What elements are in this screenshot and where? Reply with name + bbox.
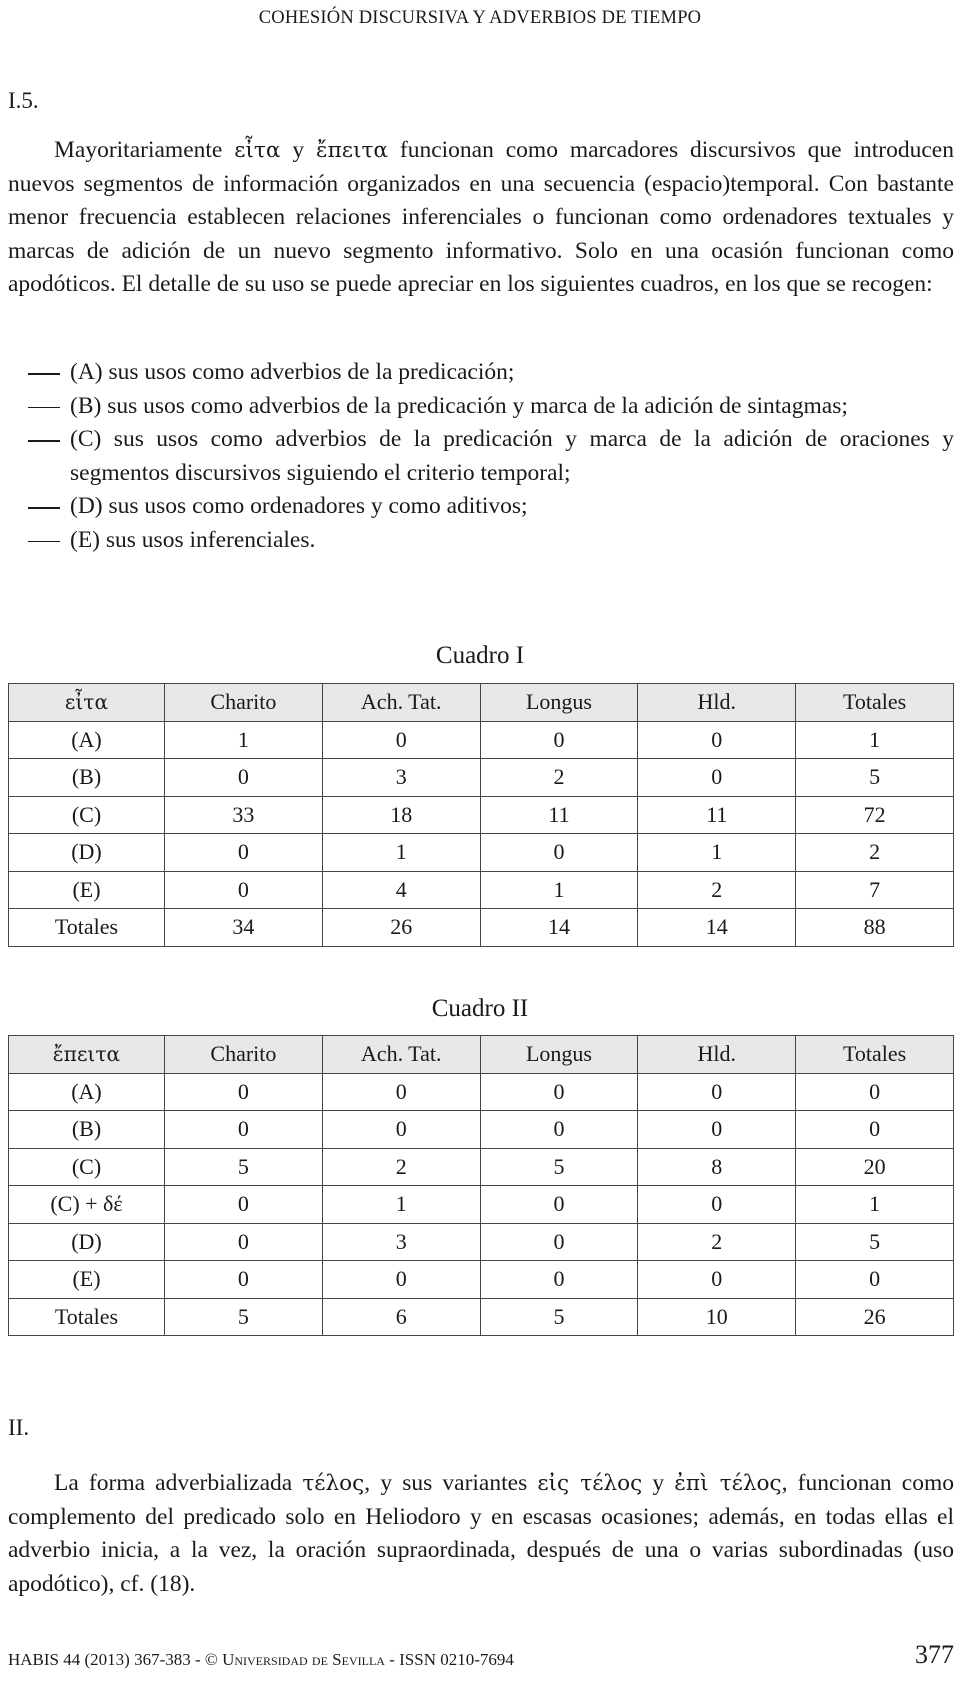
section-number: I.5. xyxy=(8,88,39,113)
table-cell: 0 xyxy=(480,721,638,759)
table-cell: (E) xyxy=(9,1261,165,1299)
table-cell: 0 xyxy=(480,1111,638,1149)
list-item-text: (C) sus usos como adverbios de la predicación y marca de la adición de oraciones y segmentos discursivos siguiendo el criterio temporal; xyxy=(70,426,954,486)
table-row xyxy=(9,1148,954,1186)
table-cell: (B) xyxy=(9,759,165,797)
table-cell: 0 xyxy=(165,834,323,872)
table-cell: 1 xyxy=(796,1186,954,1224)
table-cell: 8 xyxy=(638,1148,796,1186)
header-cell: Hld. xyxy=(638,684,796,722)
list-item-text: (A) sus usos como adverbios de la predicación; xyxy=(70,359,515,385)
para-text: La forma adverbializada xyxy=(54,1470,303,1496)
greek-term: ἔπειτα xyxy=(315,138,388,163)
dash-mark xyxy=(28,507,60,509)
table-cell: 1 xyxy=(165,721,323,759)
table-cell: 0 xyxy=(165,1073,323,1111)
table-cell: 5 xyxy=(480,1148,638,1186)
table-cell: (A) xyxy=(9,721,165,759)
dash-mark xyxy=(28,407,60,409)
table-cell: 5 xyxy=(480,1298,638,1336)
table-cell: 0 xyxy=(165,1186,323,1224)
table-header-row xyxy=(9,684,954,722)
intro-paragraph xyxy=(8,134,954,302)
table-cell: 0 xyxy=(638,1186,796,1224)
section2-paragraph xyxy=(8,1467,954,1601)
table-cell: 2 xyxy=(638,871,796,909)
table-cell: 0 xyxy=(638,721,796,759)
table-caption: Cuadro I xyxy=(435,642,525,669)
table-cell: 2 xyxy=(322,1148,480,1186)
table-cell: 14 xyxy=(638,909,796,947)
table-header-row xyxy=(9,1036,954,1074)
para-text: Mayoritariamente xyxy=(54,137,235,163)
table-cell: (D) xyxy=(9,834,165,872)
greek-term: τέλος xyxy=(302,1471,365,1496)
table-cell: 0 xyxy=(322,1073,480,1111)
list-item xyxy=(8,356,954,390)
table-cell: 1 xyxy=(322,834,480,872)
list-item xyxy=(8,490,954,524)
header-cell: Ach. Tat. xyxy=(322,684,480,722)
greek-term: ἐπὶ τέλος xyxy=(674,1471,782,1496)
table-cell: 0 xyxy=(165,871,323,909)
table-cell: 1 xyxy=(480,871,638,909)
table-cell: Totales xyxy=(9,909,165,947)
table-cell: 10 xyxy=(638,1298,796,1336)
table-caption: Cuadro II xyxy=(431,995,529,1022)
table-cell: Totales xyxy=(9,1298,165,1336)
dash-mark xyxy=(28,541,60,543)
greek-term: εἰς τέλος xyxy=(537,1471,643,1496)
table-cell: (D) xyxy=(9,1223,165,1261)
table-cell: 0 xyxy=(480,1223,638,1261)
table-cell: 3 xyxy=(322,1223,480,1261)
table-cell: 0 xyxy=(165,1261,323,1299)
list-item xyxy=(8,524,954,558)
table-cell: 3 xyxy=(322,759,480,797)
table-cell: 1 xyxy=(796,721,954,759)
table-cell: (C) xyxy=(9,796,165,834)
table-cell: 14 xyxy=(480,909,638,947)
list-item-text: (E) sus usos inferenciales. xyxy=(70,526,316,553)
header-cell: Totales xyxy=(796,684,954,722)
table-row xyxy=(9,909,954,947)
table-row xyxy=(9,759,954,797)
list-item-text: (B) sus usos como adverbios de la predicación y marca de la adición de sintagmas; xyxy=(70,392,848,419)
header-cell: Totales xyxy=(796,1036,954,1074)
table-cell: 2 xyxy=(480,759,638,797)
table-cell: 0 xyxy=(322,1111,480,1149)
table-cell: 6 xyxy=(322,1298,480,1336)
header-cell: Ach. Tat. xyxy=(322,1036,480,1074)
table-cell: 5 xyxy=(796,1223,954,1261)
table-cell: 0 xyxy=(796,1111,954,1149)
table-cell: 11 xyxy=(480,796,638,834)
table-cell: 7 xyxy=(796,871,954,909)
header-cell: Longus xyxy=(480,684,638,722)
table-cell: 0 xyxy=(796,1073,954,1111)
para-text: , y sus variantes xyxy=(364,1470,538,1496)
table-cell: 0 xyxy=(638,1111,796,1149)
table-cell: 2 xyxy=(796,834,954,872)
table-cell: 0 xyxy=(165,1111,323,1149)
list-item xyxy=(8,423,954,490)
table-cell: 5 xyxy=(165,1148,323,1186)
table-row xyxy=(9,834,954,872)
table-cell: 26 xyxy=(796,1298,954,1336)
table-cell: 0 xyxy=(480,1261,638,1299)
header-cell: Longus xyxy=(480,1036,638,1074)
data-table-2 xyxy=(8,1035,954,1336)
table-cell: (E) xyxy=(9,871,165,909)
table-cell: 11 xyxy=(638,796,796,834)
table-cell: 18 xyxy=(322,796,480,834)
para-text: y xyxy=(280,137,316,163)
usage-list xyxy=(8,356,954,557)
table-cell: (B) xyxy=(9,1111,165,1149)
table-cell: 33 xyxy=(165,796,323,834)
footer-issn: - ISSN 0210-7694 xyxy=(384,1650,514,1669)
table-cell: 0 xyxy=(165,1223,323,1261)
running-head: COHESIÓN DISCURSIVA Y ADVERBIOS DE TIEMPO xyxy=(258,8,702,28)
table-cell: 0 xyxy=(638,1261,796,1299)
table-row xyxy=(9,1073,954,1111)
table-cell: 0 xyxy=(322,721,480,759)
footer-publisher: Universidad de Sevilla xyxy=(222,1650,385,1669)
table-cell: 88 xyxy=(796,909,954,947)
table-cell: 0 xyxy=(480,1186,638,1224)
table-row xyxy=(9,1298,954,1336)
table-cell: 0 xyxy=(480,1073,638,1111)
table-cell: 5 xyxy=(796,759,954,797)
table-cell: (C) xyxy=(9,1148,165,1186)
data-table-1 xyxy=(8,683,954,947)
table-cell: 0 xyxy=(638,1073,796,1111)
table-row xyxy=(9,1223,954,1261)
dash-mark xyxy=(28,440,60,442)
greek-term: εἶτα xyxy=(234,138,281,163)
table-cell: 2 xyxy=(638,1223,796,1261)
table-cell: 0 xyxy=(796,1261,954,1299)
table-row xyxy=(9,871,954,909)
table-cell: 1 xyxy=(638,834,796,872)
table-cell: (C) + δέ xyxy=(9,1186,165,1224)
dash-mark xyxy=(28,373,60,375)
table-cell: (A) xyxy=(9,1073,165,1111)
footer-citation xyxy=(8,1650,514,1670)
table-cell: 0 xyxy=(322,1261,480,1299)
table-cell: 34 xyxy=(165,909,323,947)
header-cell: Charito xyxy=(165,1036,323,1074)
header-cell: εἶτα xyxy=(9,684,165,722)
list-item xyxy=(8,390,954,424)
table-row xyxy=(9,1111,954,1149)
table-cell: 26 xyxy=(322,909,480,947)
para-text: y xyxy=(642,1470,675,1496)
footer-text: HABIS 44 (2013) 367-383 - © xyxy=(8,1650,223,1669)
para-text: , funcionan como complemento del predicado solo en Heliodoro y en escasas ocasiones; además, en todas ellas el adverbio inicia, a la vez, la oración supraordinada, después de una o varias subordinadas (uso apodótico), cf. (18). xyxy=(8,1470,954,1597)
header-cell: Charito xyxy=(165,684,323,722)
table-cell: 0 xyxy=(480,834,638,872)
header-cell: ἔπειτα xyxy=(9,1036,165,1074)
header-cell: Hld. xyxy=(638,1036,796,1074)
table-cell: 0 xyxy=(638,759,796,797)
table-cell: 0 xyxy=(165,759,323,797)
page-number: 377 xyxy=(915,1640,954,1669)
para-text: funcionan como marcadores discursivos que introducen nuevos segmentos de información organizados en una secuencia (espacio)temporal. Con bastante menor frecuencia establecen relaciones inferenciales o funcionan como ordenadores textuales y marcas de adición de un nuevo segmento informativo. Solo en una ocasión funcionan como apodóticos. El detalle de su uso se puede apreciar en los siguientes cuadros, en los que se recogen: xyxy=(8,137,954,297)
table-cell: 1 xyxy=(322,1186,480,1224)
table-cell: 4 xyxy=(322,871,480,909)
table-cell: 72 xyxy=(796,796,954,834)
section-number: II. xyxy=(8,1415,30,1440)
list-item-text: (D) sus usos como ordenadores y como aditivos; xyxy=(70,493,528,519)
table-row xyxy=(9,721,954,759)
table-row xyxy=(9,1261,954,1299)
table-row xyxy=(9,1186,954,1224)
table-cell: 20 xyxy=(796,1148,954,1186)
table-cell: 5 xyxy=(165,1298,323,1336)
table-row xyxy=(9,796,954,834)
